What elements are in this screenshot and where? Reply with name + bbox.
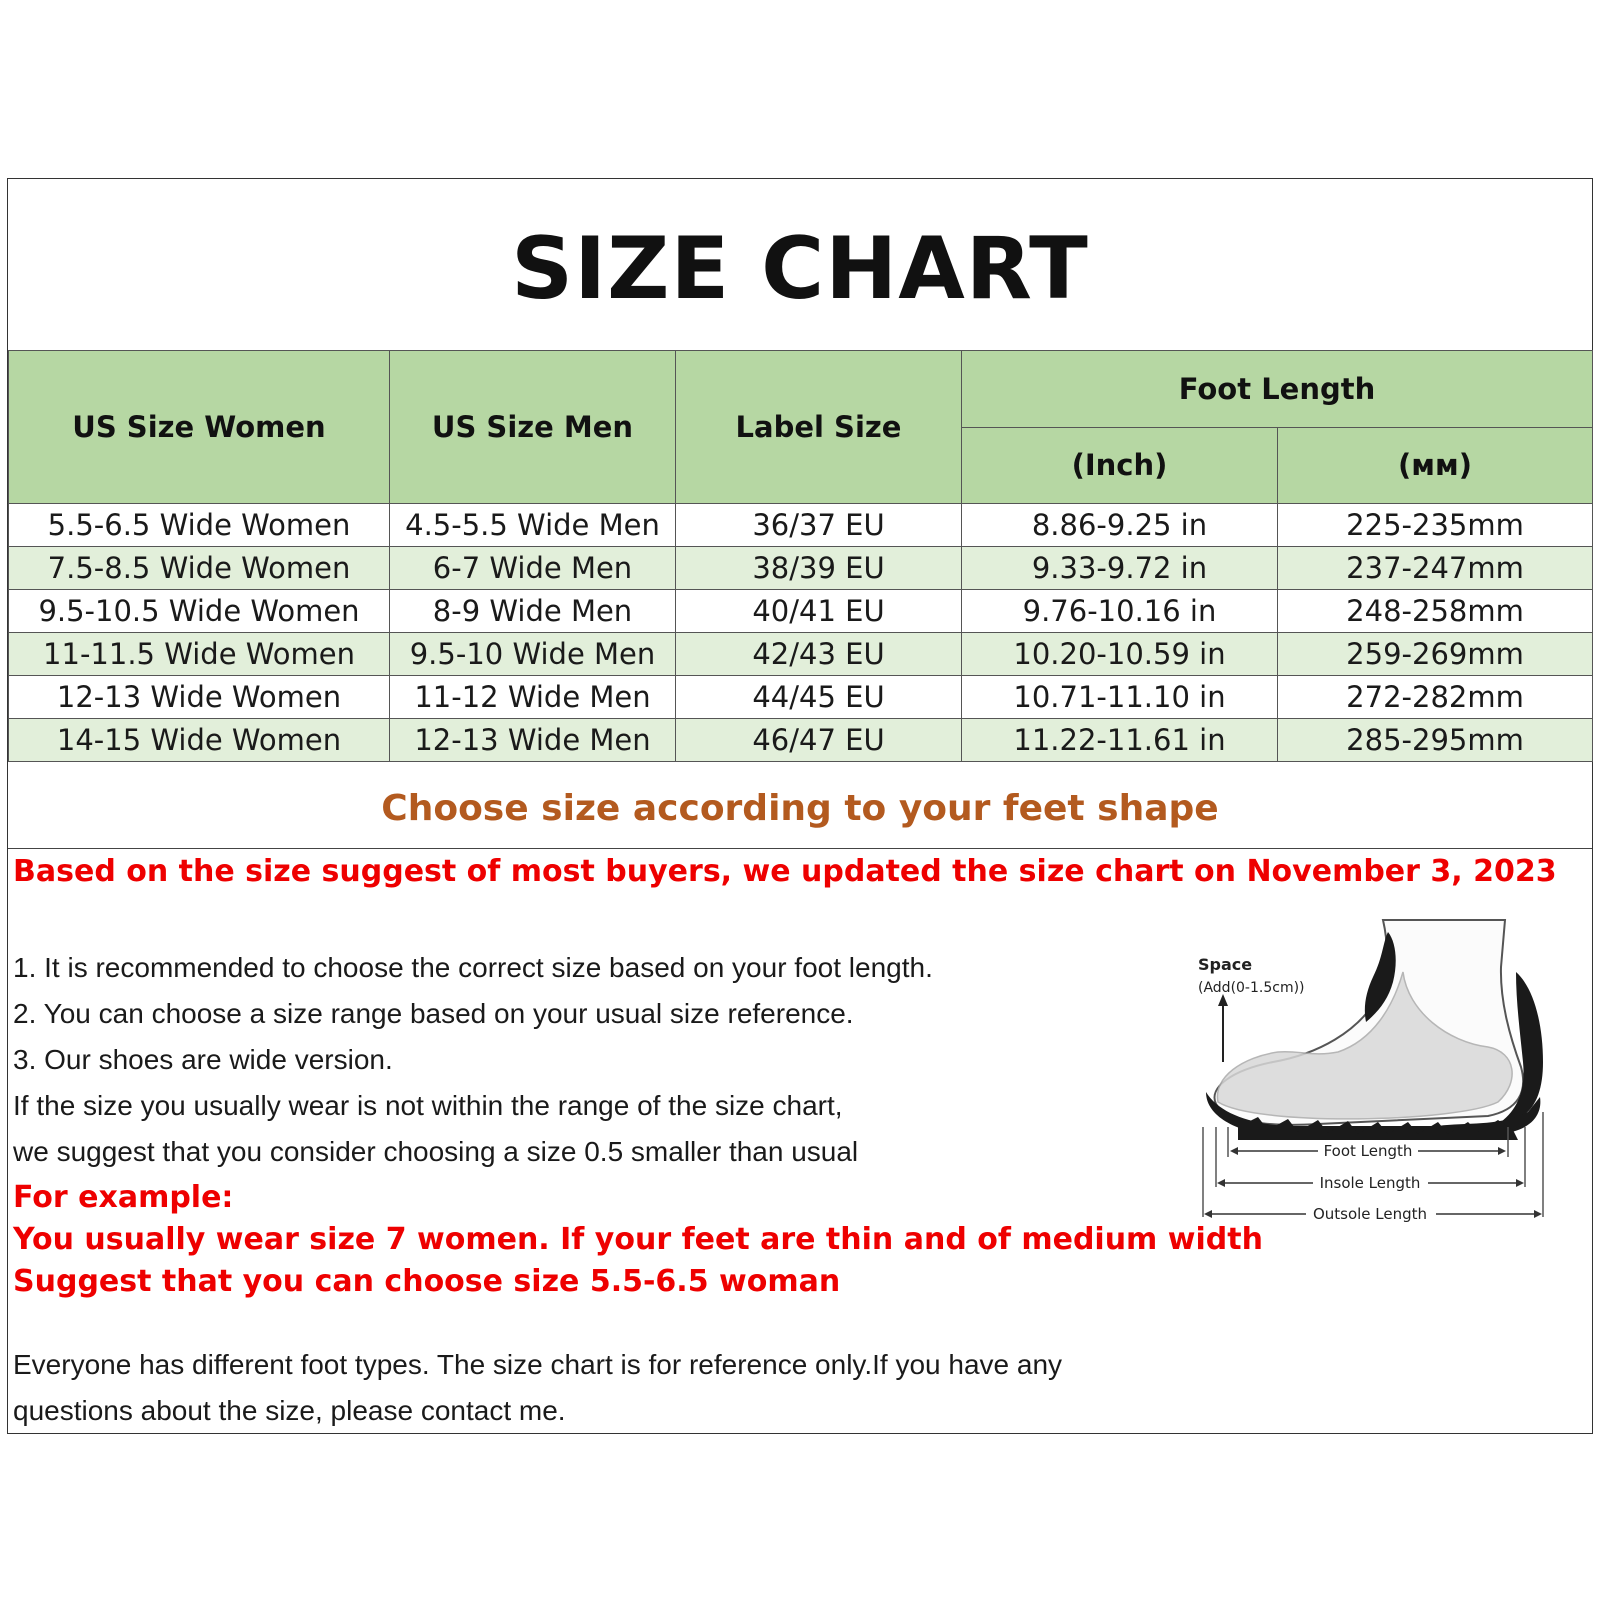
header-label-size: Label Size [676, 351, 962, 504]
size-table [8, 350, 1593, 762]
space-label: Space [1198, 955, 1253, 974]
cell-men: 6-7 Wide Men [390, 547, 676, 590]
cell-label: 40/41 EU [676, 590, 962, 633]
cell-mm: 237-247mm [1278, 547, 1593, 590]
cell-inch: 9.33-9.72 in [962, 547, 1278, 590]
size-chart-sheet [7, 178, 1593, 1434]
footer-line-2: questions about the size, please contact me. [13, 1395, 566, 1426]
header-us-size-women: US Size Women [9, 351, 390, 504]
example-line-1: You usually wear size 7 women. If your feet are thin and of medium width [13, 1222, 1263, 1257]
outsole-length-label: Outsole Length [1312, 1205, 1428, 1222]
insole-length-label: Insole Length [1319, 1174, 1421, 1192]
page-title: SIZE CHART [511, 218, 1089, 319]
update-notice: Based on the size suggest of most buyers, we updated the size chart on November 3, 2023 [13, 854, 1557, 889]
foot-measurement-diagram [1198, 912, 1578, 1222]
table-row [9, 719, 1593, 762]
cell-label: 44/45 EU [676, 676, 962, 719]
cell-women: 5.5-6.5 Wide Women [9, 504, 390, 547]
cell-label: 42/43 EU [676, 633, 962, 676]
title-box [8, 179, 1592, 351]
cell-mm: 248-258mm [1278, 590, 1593, 633]
cell-label: 46/47 EU [676, 719, 962, 762]
choose-size-text: Choose size according to your feet shape [381, 787, 1219, 829]
choose-size-box [8, 768, 1592, 849]
cell-men: 4.5-5.5 Wide Men [390, 504, 676, 547]
cell-inch: 10.20-10.59 in [962, 633, 1278, 676]
note-line-2: 2. You can choose a size range based on your usual size reference. [13, 998, 854, 1029]
note-line-4: If the size you usually wear is not within the range of the size chart, [13, 1090, 843, 1121]
table-row [9, 633, 1593, 676]
space-add-label: (Add(0-1.5cm)) [1198, 980, 1305, 996]
cell-inch: 9.76-10.16 in [962, 590, 1278, 633]
cell-inch: 11.22-11.61 in [962, 719, 1278, 762]
cell-mm: 259-269mm [1278, 633, 1593, 676]
header-foot-length: Foot Length [962, 351, 1593, 428]
cell-men: 8-9 Wide Men [390, 590, 676, 633]
cell-women: 11-11.5 Wide Women [9, 633, 390, 676]
cell-label: 36/37 EU [676, 504, 962, 547]
cell-women: 7.5-8.5 Wide Women [9, 547, 390, 590]
cell-women: 9.5-10.5 Wide Women [9, 590, 390, 633]
header-us-size-men: US Size Men [390, 351, 676, 504]
cell-men: 12-13 Wide Men [390, 719, 676, 762]
footer-line-1: Everyone has different foot types. The size chart is for reference only.If you have any [13, 1349, 1063, 1380]
cell-label: 38/39 EU [676, 547, 962, 590]
cell-men: 9.5-10 Wide Men [390, 633, 676, 676]
cell-inch: 10.71-11.10 in [962, 676, 1278, 719]
table-row [9, 590, 1593, 633]
foot-length-label: Foot Length [1323, 1142, 1413, 1160]
table-row [9, 547, 1593, 590]
table-row [9, 676, 1593, 719]
cell-mm: 272-282mm [1278, 676, 1593, 719]
cell-men: 11-12 Wide Men [390, 676, 676, 719]
cell-mm: 225-235mm [1278, 504, 1593, 547]
cell-women: 12-13 Wide Women [9, 676, 390, 719]
table-row [9, 504, 1593, 547]
note-line-5: we suggest that you consider choosing a size 0.5 smaller than usual [13, 1136, 859, 1167]
cell-inch: 8.86-9.25 in [962, 504, 1278, 547]
cell-women: 14-15 Wide Women [9, 719, 390, 762]
note-line-1: 1. It is recommended to choose the correct size based on your foot length. [13, 952, 933, 983]
example-heading: For example: [13, 1180, 234, 1215]
example-line-2: Suggest that you can choose size 5.5-6.5 woman [13, 1264, 841, 1299]
header-mm: (мм) [1278, 427, 1593, 504]
header-inch: (Inch) [962, 427, 1278, 504]
cell-mm: 285-295mm [1278, 719, 1593, 762]
note-line-3: 3. Our shoes are wide version. [13, 1044, 393, 1075]
